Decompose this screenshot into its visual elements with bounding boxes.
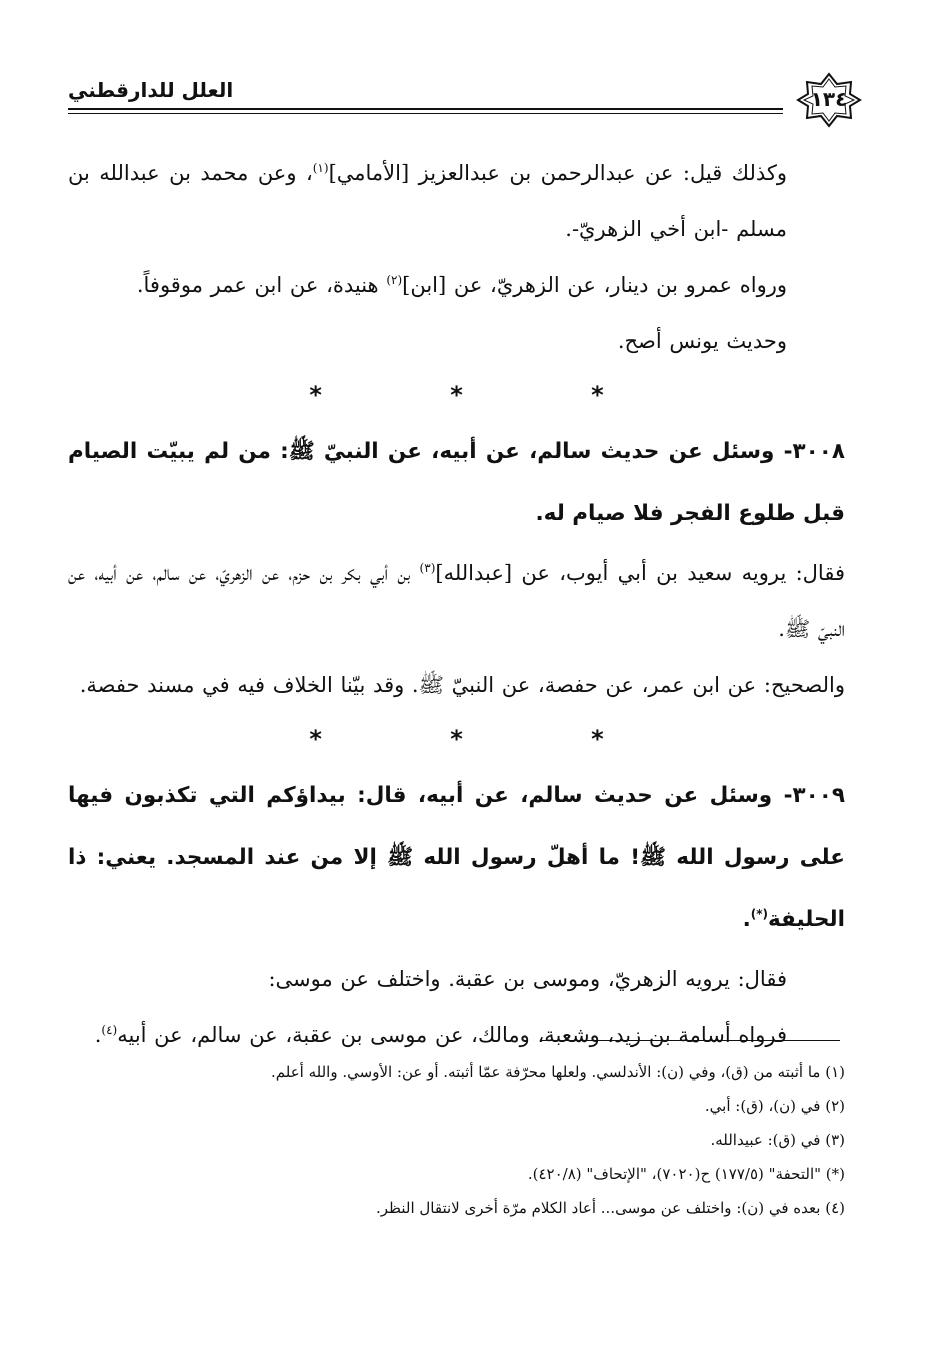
header-rule [68, 108, 783, 114]
paragraph-5: والصحيح: عن ابن عمر، عن حفصة، عن النبيّ ﷺ. وقد بيّنا الخلاف فيه في مسند حفصة. [79, 673, 845, 697]
section-divider-2: * * * [309, 725, 664, 753]
page-number-badge [796, 72, 862, 128]
paragraph-1-rest: ، وعن محمد بن عبدالله بن مسلم -ابن أخي الزهريّ-. [68, 161, 787, 241]
footnote-ref-4: (٤) [101, 1023, 118, 1037]
entry-3009-text: ٣٠٠٩- وسئل عن حديث سالم، عن أبيه، قال: بيداؤكم التي تكذبون فيها على رسول الله ﷺ! ما أهلّ رسول الله ﷺ إلا من عند المسجد. يعني: ذا الحليفة [68, 783, 845, 932]
entry-3009-end: . [742, 907, 751, 932]
entry-3009-heading [68, 765, 845, 951]
footnote-ref-star: (*) [750, 906, 768, 921]
footnote-3: (٣) في (ق): عبيدالله. [710, 1131, 845, 1149]
paragraph-3: وحديث يونس أصح. [617, 329, 787, 353]
entry-3008-heading: ٣٠٠٨- وسئل عن حديث سالم، عن أبيه، عن النبيّ ﷺ: من لم يبيّت الصيام قبل طلوع الفجر فلا صيام له. [68, 439, 845, 526]
footnote-star: (*) "التحفة" (١٧٧/٥) ح(٧٠٢٠)، "الإتحاف" (٤٢٠/٨). [527, 1165, 845, 1183]
footnote-ref-1: (١) [312, 161, 329, 175]
paragraph-1 [68, 145, 845, 257]
section-divider-1: * * * [309, 381, 664, 409]
paragraph-2-text: ورواه عمرو بن دينار، عن الزهريّ، عن [ابن] [402, 273, 787, 297]
page-header [68, 72, 868, 130]
footnotes [68, 1055, 845, 1225]
paragraph-4-text: فقال: يرويه سعيد بن أبي أيوب، عن [عبدالله] [435, 561, 845, 585]
paragraph-2 [68, 257, 845, 313]
footnote-ref-3: (٣) [419, 561, 436, 575]
footnote-separator [540, 1040, 840, 1041]
paragraph-1-text: وكذلك قيل: عن عبدالرحمن بن عبدالعزيز [الأمامي] [328, 161, 787, 185]
main-text [68, 145, 845, 1063]
paragraph-4 [68, 545, 845, 657]
footnote-2: (٢) في (ن)، (ق): أبي. [704, 1097, 845, 1115]
footnote-4: (٤) بعده في (ن): واختلف عن موسى... أعاد الكلام مرّة أخرى لانتقال النظر. [376, 1199, 845, 1217]
paragraph-7-end: . [94, 1023, 102, 1047]
running-title: العلل للدارقطني [68, 78, 234, 102]
page-number: ١٣٤ [810, 87, 848, 111]
paragraph-6: فقال: يرويه الزهريّ، وموسى بن عقبة. واختلف عن موسى: [268, 967, 787, 991]
footnote-1: (١) ما أثبته من (ق)، وفي (ن): الأندلسي. ولعلها محرّفة عمّا أثبته. أو عن: الأوسي. والله أعلم. [271, 1063, 845, 1081]
paragraph-2-rest: هنيدة، عن ابن عمر موقوفاً. [136, 273, 387, 297]
paragraph-7-text: فرواه أسامة بن زيد، وشعبة، ومالك، عن موسى بن عقبة، عن سالم، عن أبيه [117, 1023, 787, 1047]
paragraph-4-rest: بن أبي بكر بن حزم، عن الزهريّ، عن سالم، عن أبيه، عن النبيّ ﷺ. [68, 561, 845, 641]
footnote-ref-2: (٢) [386, 273, 403, 287]
